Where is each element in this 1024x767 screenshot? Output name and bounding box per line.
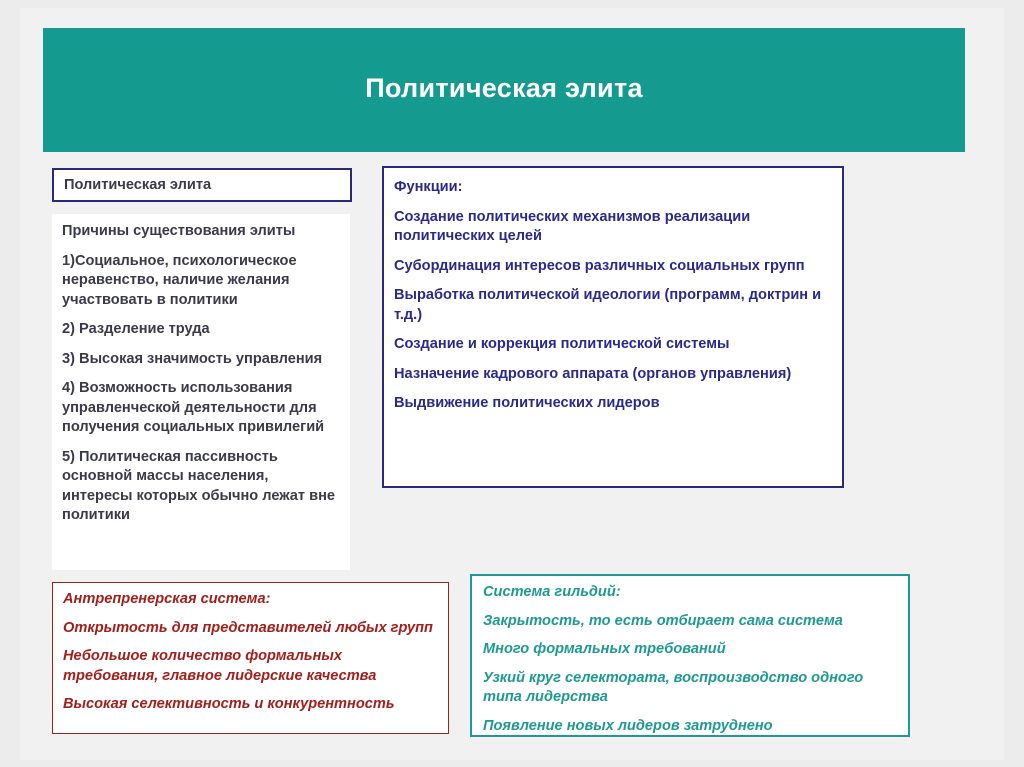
- elite-label: Политическая элита: [64, 177, 212, 193]
- reason-item: 3) Высокая значимость управления: [62, 350, 323, 367]
- reasons-heading: Причины существования элиты: [62, 223, 296, 239]
- function-item: Выработка политической идеологии (программ, доктрин и т.д.): [394, 287, 822, 323]
- function-item: Субординация интересов различных социальных групп: [394, 257, 805, 274]
- guild-system-box: [470, 574, 910, 737]
- page-title: Политическая элита: [365, 72, 643, 103]
- reason-item: 4) Возможность использования управленческой деятельности для получения социальных привилегий: [62, 380, 325, 435]
- function-item: Создание и коррекция политической системы: [394, 336, 730, 352]
- reason-item: 1)Социальное, психологическое неравенство, наличие желания участвовать в политики: [62, 252, 297, 308]
- reason-item: 5) Политическая пассивность основной массы населения, интересы которых обычно лежат вне политики: [62, 448, 335, 523]
- entrepreneurial-item: Небольшое количество формальных требования, главное лидерские качества: [63, 648, 377, 684]
- elite-label-box: [52, 168, 352, 202]
- reason-item: 2) Разделение труда: [62, 321, 210, 337]
- entrepreneurial-system-box: [52, 582, 449, 734]
- reasons-box: [52, 214, 350, 570]
- entrepreneurial-heading: Антрепренерская система:: [63, 591, 271, 607]
- functions-heading: Функции:: [394, 179, 463, 195]
- functions-box: [382, 166, 844, 488]
- title-banner: [43, 28, 965, 152]
- guild-item: Много формальных требований: [483, 641, 726, 657]
- guild-item: Появление новых лидеров затруднено: [483, 717, 773, 734]
- guild-heading: Система гильдий:: [483, 584, 621, 600]
- entrepreneurial-item: Высокая селективность и конкурентность: [63, 696, 395, 712]
- entrepreneurial-item: Открытость для представителей любых групп: [63, 619, 433, 636]
- guild-item: Закрытость, то есть отбирает сама система: [483, 612, 843, 629]
- function-item: Назначение кадрового аппарата (органов управления): [394, 365, 792, 382]
- guild-item: Узкий круг селектората, воспроизводство одного типа лидерства: [483, 669, 864, 705]
- function-item: Выдвижение политических лидеров: [394, 395, 660, 411]
- function-item: Создание политических механизмов реализации политических целей: [394, 208, 751, 244]
